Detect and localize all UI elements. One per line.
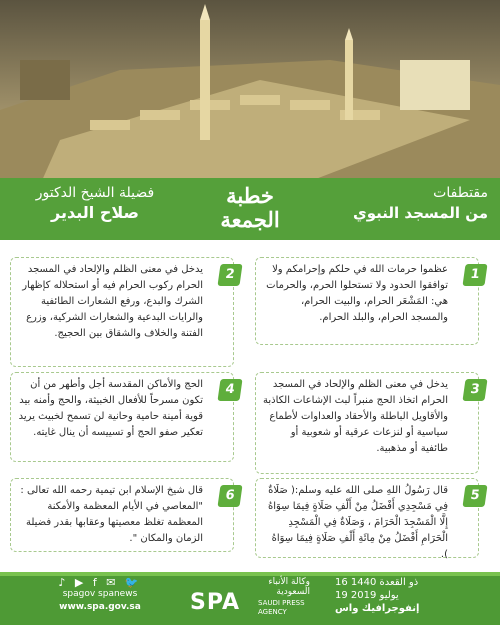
topic-line2: من المسجد النبوي bbox=[353, 204, 488, 222]
point-text: قال رَسُولُ اللهِ صلى الله عليه وسلم:( صَلَاةٌ فِي مَسْجِدِي أَفْضَلُ مِنْ أَلْفِ صَلَاةٍ فِيمَا سِوَاهُ إِلَّا الْمَسْجِدَ الْحَرَامَ ، وَصَلَاةٌ فِي الْمَسْجِدِ الْحَرَامِ أَفْضَلُ مِنْ مِائَةِ أَلْفِ صَلَاةٍ فِيمَا سِوَاهُ ). bbox=[267, 485, 448, 560]
point-text: عظموا حرمات الله في حلكم وإحرامكم ولا توافقوا الحدود ولا تستحلوا الحرم، والحرمات هي: المَشْعَر الحرام، والبيت الحرام، والمسجد الحرام، والبلد الحرام. bbox=[266, 264, 448, 323]
point-number: 6 bbox=[217, 485, 242, 507]
point-number: 1 bbox=[462, 264, 487, 286]
logo-text-line1: خطبة bbox=[226, 183, 274, 208]
date-gregorian: 19 يوليو 2019 bbox=[335, 590, 399, 601]
agency-name-ar-line2: السعودية bbox=[276, 587, 310, 597]
social-block bbox=[55, 576, 145, 614]
point-card-3 bbox=[255, 372, 479, 474]
point-text: قال شيخ الإسلام ابن تيمية رحمه الله تعالى : "المعاصي في الأيام المعظمة والأمكنة المعظمة تغلظ معصيتها وعقابها بقدر فضيلة الزمان والمكان ". bbox=[20, 485, 203, 544]
point-number: 2 bbox=[217, 264, 242, 286]
point-text: يدخل في معنى الظلم والإلحاد في المسجد الحرام ركوب الحرام فيه أو استحلاله كإظهار الشرك والبدع، ورفع الشعارات الطائفية والرايات البدعية والشعارات الشركية، وزرع الفتنة والخلاف والشقاق بين الحجيج. bbox=[22, 264, 203, 339]
topic-block bbox=[330, 184, 488, 224]
point-text: يدخل في معنى الظلم والإلحاد في المسجد الحرام اتخاذ الحج منبراً لبث الإشاعات الكاذبة والأقاويل الباطلة والأحقاد والعداوات لأطماع سياسية أو لنزعات عرقية أو شعوبية أو طائفية أو مذهبية. bbox=[263, 379, 448, 454]
mosque-illustration bbox=[0, 0, 500, 185]
topic-line1: مقتطفات bbox=[433, 185, 488, 201]
sheikh-block bbox=[15, 184, 175, 224]
friday-sermon-logo bbox=[195, 184, 305, 234]
point-card-6 bbox=[10, 478, 234, 552]
mosque-photo bbox=[0, 0, 500, 185]
infographic-credit: إنفوجرافيك واس bbox=[335, 603, 420, 614]
point-number: 5 bbox=[462, 485, 487, 507]
social-icons[interactable]: ♪ ▶ f ✉ 🐦 bbox=[58, 576, 142, 589]
spa-logo bbox=[190, 577, 310, 621]
point-card-5 bbox=[255, 478, 479, 558]
sheikh-title: فضيلة الشيخ الدكتور bbox=[35, 185, 155, 201]
website-link[interactable]: www.spa.gov.sa bbox=[59, 602, 141, 612]
social-handle: spagov spanews bbox=[62, 589, 138, 599]
agency-name-ar-line1: وكالة الأنباء bbox=[268, 577, 310, 587]
point-card-4 bbox=[10, 372, 234, 462]
point-number: 3 bbox=[462, 379, 487, 401]
point-card-1 bbox=[255, 257, 479, 345]
date-block bbox=[335, 576, 455, 615]
date-hijri: 16 ذو القعدة 1440 bbox=[335, 577, 419, 588]
logo-text-line2: الجمعة bbox=[220, 207, 280, 232]
point-text: الحج والأماكن المقدسة أجل وأطهر من أن تكون مسرحاً للأفعال الخبيثة، والحج وأمنه بيد قوية أمينة حامية وحانية لن تسمح لخبيث يريد تعكير صفو الحج أو تسييسه أن ينال غايته. bbox=[18, 379, 203, 438]
agency-logo-text: SPA bbox=[190, 590, 240, 615]
sheikh-name: صلاح البدير bbox=[51, 203, 139, 222]
point-number: 4 bbox=[217, 379, 242, 401]
agency-name-en: SAUDI PRESS AGENCY bbox=[258, 599, 305, 616]
point-card-2 bbox=[10, 257, 234, 367]
